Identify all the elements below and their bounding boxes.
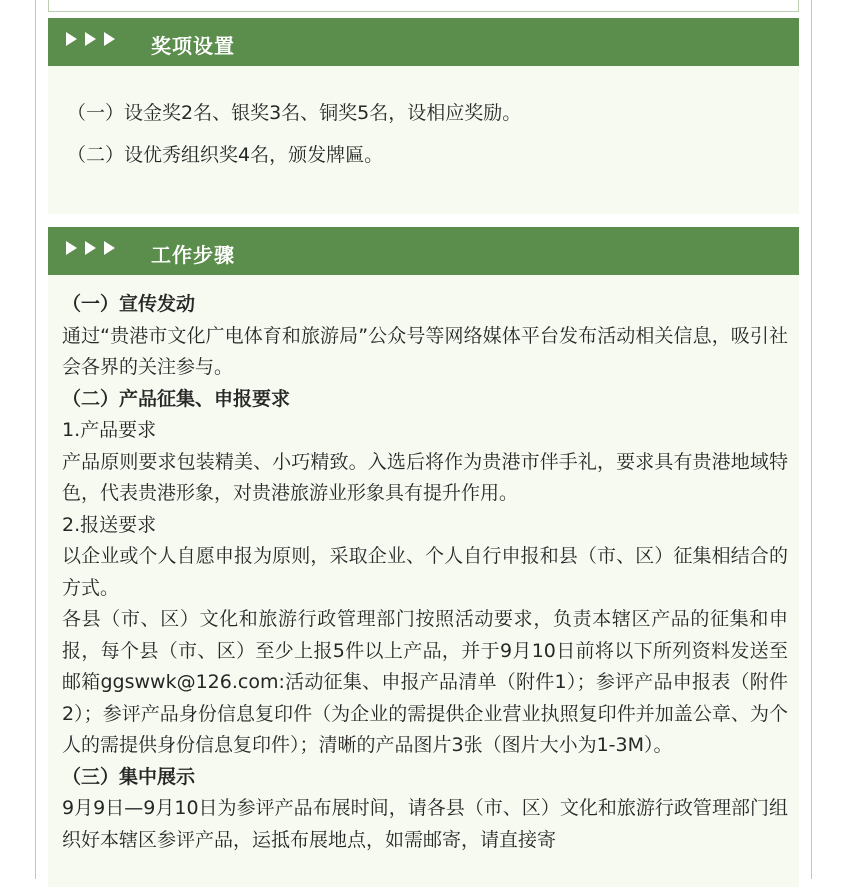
section-title: 工作步骤 bbox=[151, 243, 235, 267]
subheading-submission-requirements: 2.报送要求 bbox=[62, 513, 157, 536]
subheading-product-requirements: 1.产品要求 bbox=[62, 419, 157, 441]
section-body bbox=[48, 275, 788, 856]
triple-arrow-icon bbox=[66, 32, 115, 46]
frame-left-border bbox=[35, 0, 36, 879]
award-item: （二）设优秀组织奖4名，颁发牌匾。 bbox=[67, 144, 384, 166]
paragraph: 产品原则要求包装精美、小巧精致。入选后将作为贵港市伴手礼，要求具有贵港地域特色，代表贵港形象，对贵港旅游业形象具有提升作用。 bbox=[62, 450, 788, 504]
paragraph: 9月9日—9月10日为参评产品布展时间，请各县（市、区）文化和旅游行政管理部门组织好本辖区参评产品，运抵布展地点，如需邮寄，请直接寄 bbox=[62, 797, 788, 851]
award-item: （一）设金奖2名、银奖3名、铜奖5名，设相应奖励。 bbox=[67, 102, 522, 124]
frame-right-border bbox=[811, 0, 812, 879]
section-title: 奖项设置 bbox=[151, 34, 235, 58]
triple-arrow-icon bbox=[66, 241, 115, 255]
section-header bbox=[48, 227, 799, 275]
arrow-icon bbox=[66, 241, 77, 255]
awards-section bbox=[48, 18, 799, 214]
section-header bbox=[48, 18, 799, 66]
paragraph: 各县（市、区）文化和旅游行政管理部门按照活动要求，负责本辖区产品的征集和申报，每个县（市、区）至少上报5件以上产品，并于9月10日前将以下所列资料发送至邮箱ggswwk@126.com:活动征集、申报产品清单（附件1）；参评产品申报表（附件2）；参评产品身份信息复印件（为企业的需提供企业营业执照复印件并加盖公章、为个人的需提供身份信息复印件）；清晰的产品图片3张（图片大小为1-3M）。 bbox=[62, 608, 788, 756]
paragraph: 通过“贵港市文化广电体育和旅游局”公众号等网络媒体平台发布活动相关信息，吸引社会各界的关注参与。 bbox=[62, 324, 788, 378]
arrow-icon bbox=[85, 32, 96, 46]
paragraph: 以企业或个人自愿申报为原则，采取企业、个人自行申报和县（市、区）征集相结合的方式。 bbox=[62, 545, 788, 599]
section-body bbox=[48, 66, 799, 176]
subheading-publicity: （一）宣传发动 bbox=[62, 293, 196, 315]
frame-top-border bbox=[48, 0, 799, 12]
subheading-exhibition: （三）集中展示 bbox=[62, 765, 196, 788]
arrow-icon bbox=[104, 32, 115, 46]
arrow-icon bbox=[85, 241, 96, 255]
arrow-icon bbox=[104, 241, 115, 255]
subheading-collection: （二）产品征集、申报要求 bbox=[62, 387, 291, 410]
arrow-icon bbox=[66, 32, 77, 46]
work-steps-section bbox=[48, 227, 799, 887]
